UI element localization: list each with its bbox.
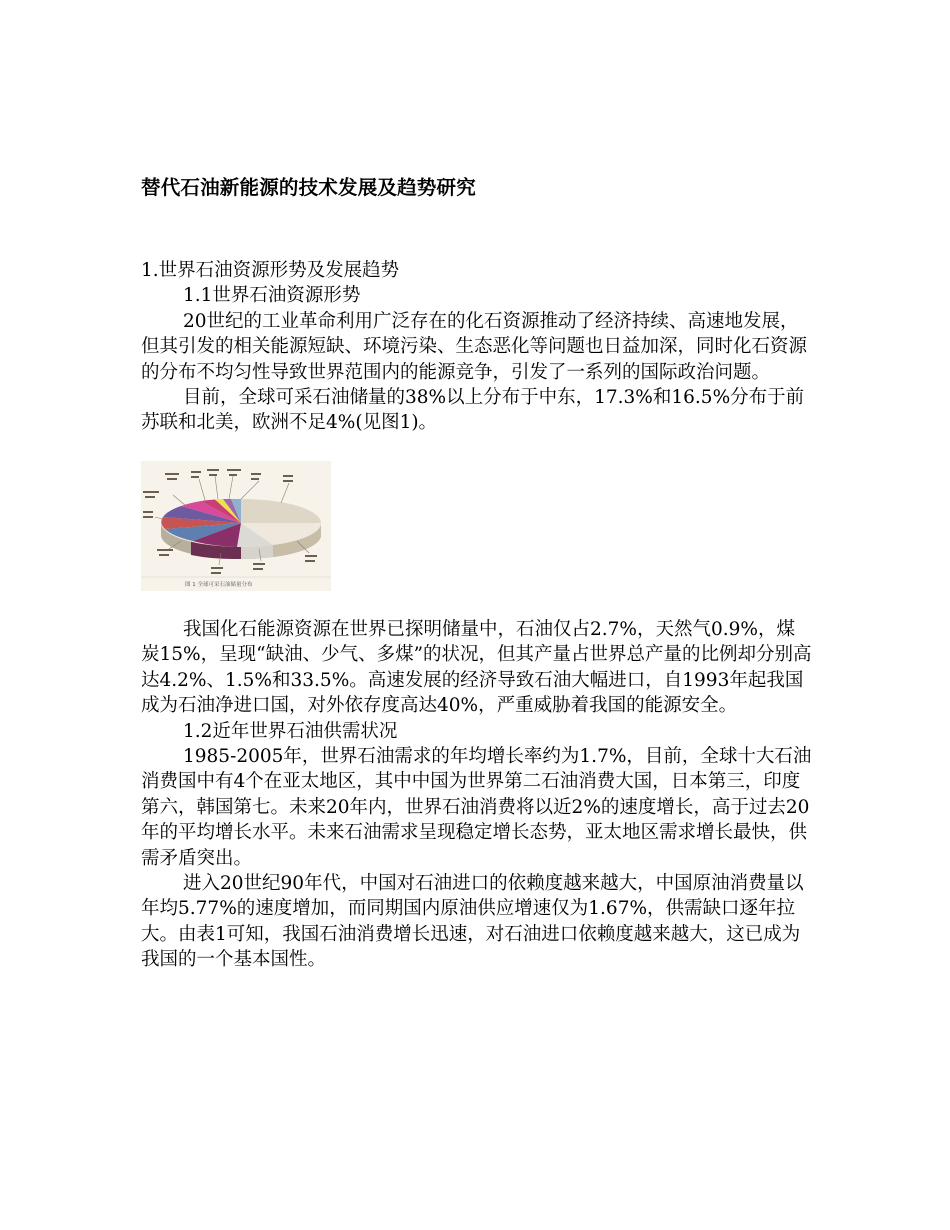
heading-1-1: 1.1世界石油资源形势 bbox=[183, 285, 361, 307]
paragraph-4: 1985-2005年，世界石油需求的年均增长率约为1.7%，目前，全球十大石油消费国中有4个在亚太地区，其中中国为世界第二石油消费大国，日本第三，印度第六，韩国第七。未来20年内，世界石油消费将以近2%的速度增长，高于过去20年的平均增长水平。未来石油需求呈现稳定增长态势，亚太地区需求增长最快，供需矛盾突出。 bbox=[141, 746, 812, 869]
paragraph-5: 进入20世纪90年代，中国对石油进口的依赖度越来越大，中国原油消费量以年均5.77%的速度增加，而同期国内原油供应增速仅为1.67%，供需缺口逐年拉大。由表1可知，我国石油消费增长迅速，对石油进口依赖度越来越大，这已成为我国的一个基本国性。 bbox=[141, 873, 804, 971]
section-continued bbox=[141, 617, 813, 973]
pie-chart-illustration bbox=[141, 461, 331, 591]
paragraph-1: 20世纪的工业革命利用广泛存在的化石资源推动了经济持续、高速地发展，但其引发的相关能源短缺、环境污染、生态恶化等问题也日益加深，同时化石资源的分布不均匀性导致世界范围内的能源竞争，引发了一系列的国际政治问题。 bbox=[141, 310, 808, 383]
document-title: 替代石油新能源的技术发展及趋势研究 bbox=[141, 176, 476, 199]
heading-1: 1.世界石油资源形势及发展趋势 bbox=[141, 260, 400, 281]
paragraph-2: 目前，全球可采石油储量的38%以上分布于中东，17.3%和16.5%分布于前苏联和北美，欧洲不足4%(见图1)。 bbox=[141, 387, 805, 434]
section-1 bbox=[141, 258, 813, 436]
figure-caption: 图 1 全球可采石油储量分布 bbox=[185, 582, 253, 588]
figure-1-pie-chart-image bbox=[141, 461, 331, 591]
heading-1-2: 1.2近年世界石油供需状况 bbox=[183, 720, 398, 742]
paragraph-3: 我国化石能源资源在世界已探明储量中，石油仅占2.7%，天然气0.9%，煤炭15%，呈现“缺油、少气、多煤”的状况，但其产量占世界总产量的比例却分别高达4.2%、1.5%和33.5%。高速发展的经济导致石油大幅进口，自1993年起我国成为石油净进口国，对外依存度高达40%，严重威胁着我国的能源安全。 bbox=[141, 619, 812, 717]
